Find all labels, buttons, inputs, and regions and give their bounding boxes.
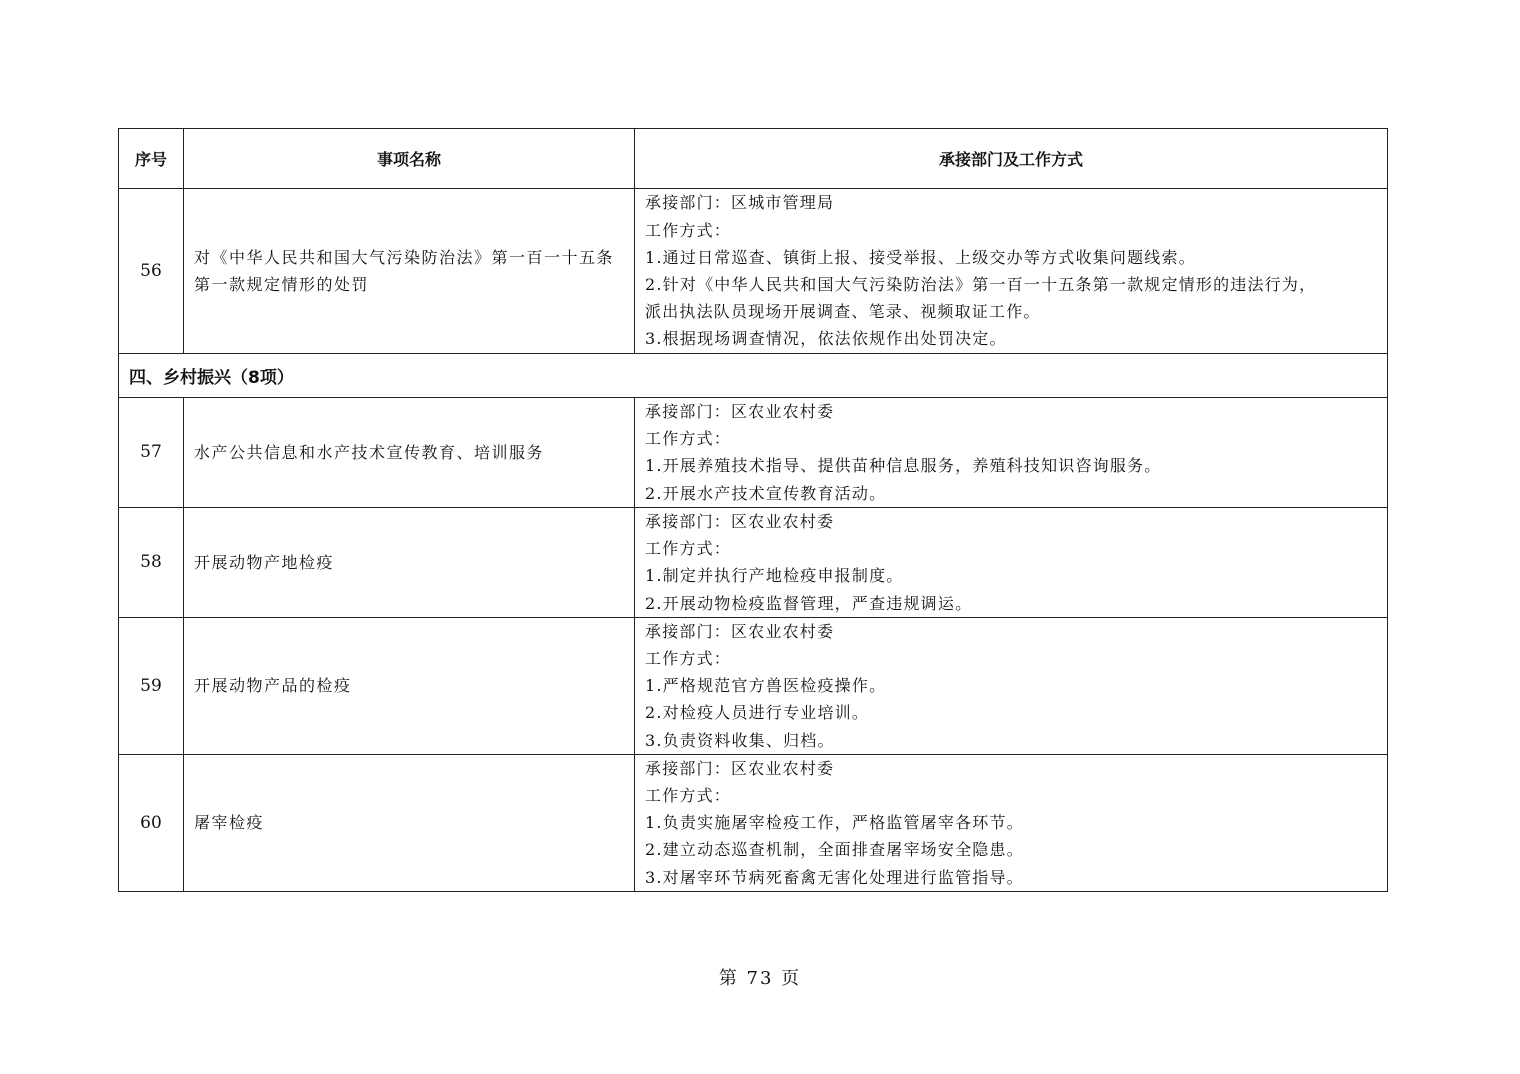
method-line: 2.针对《中华人民共和国大气污染防治法》第一百一十五条第一款规定情形的违法行为， [645, 275, 1317, 294]
row-method [635, 617, 1388, 754]
method-line: 工作方式： [645, 786, 732, 806]
row-item-name: 开展动物产地检疫 [184, 507, 635, 617]
row-index: 58 [119, 507, 184, 617]
method-line: 1.严格规范官方兽医检疫操作。 [645, 676, 887, 696]
matters-table [118, 128, 1388, 892]
section-row [119, 354, 1388, 398]
method-line: 2.建立动态巡查机制，全面排查屠宰场安全隐患。 [645, 840, 1024, 860]
method-line: 承接部门：区农业农村委 [645, 402, 835, 421]
row-index: 59 [119, 617, 184, 754]
row-index: 60 [119, 754, 184, 891]
method-line: 1.开展养殖技术指导、提供苗种信息服务，养殖科技知识咨询服务。 [645, 456, 1162, 476]
table-row [119, 754, 1388, 891]
section-title: 四、乡村振兴（8项） [119, 354, 1388, 398]
method-line: 3.负责资料收集、归档。 [645, 730, 835, 750]
method-line: 工作方式： [645, 429, 732, 449]
method-line: 1.通过日常巡查、镇街上报、接受举报、上级交办等方式收集问题线索。 [645, 247, 1196, 267]
method-line: 工作方式： [645, 649, 732, 669]
method-line: 1.制定并执行产地检疫申报制度。 [645, 566, 904, 586]
table-row [119, 617, 1388, 754]
method-line: 承接部门：区农业农村委 [645, 758, 835, 778]
row-method [635, 754, 1388, 891]
row-item-name: 水产公共信息和水产技术宣传教育、培训服务 [184, 398, 635, 508]
header-item-name: 事项名称 [184, 129, 635, 189]
method-line: 承接部门：区农业农村委 [645, 621, 835, 641]
method-line: 工作方式： [645, 539, 732, 559]
row-method [635, 189, 1388, 354]
table-row [119, 189, 1388, 354]
method-line: 承接部门：区农业农村委 [645, 511, 835, 531]
row-index: 56 [119, 189, 184, 354]
row-method [635, 507, 1388, 617]
table-row [119, 398, 1388, 508]
method-line: 2.对检疫人员进行专业培训。 [645, 703, 870, 723]
table-row [119, 507, 1388, 617]
table-header-row [119, 129, 1388, 189]
row-item-name: 开展动物产品的检疫 [184, 617, 635, 754]
method-line: 2.开展动物检疫监督管理，严查违规调运。 [645, 593, 973, 613]
method-line: 3.对屠宰环节病死畜禽无害化处理进行监管指导。 [645, 867, 1024, 887]
method-line: 派出执法队员现场开展调查、笔录、视频取证工作。 [645, 302, 1041, 322]
header-index: 序号 [119, 129, 184, 189]
method-line: 工作方式： [645, 220, 732, 240]
method-line: 1.负责实施屠宰检疫工作，严格监管屠宰各环节。 [645, 813, 1024, 833]
row-method [635, 398, 1388, 508]
row-item-name: 对《中华人民共和国大气污染防治法》第一百一十五条第一款规定情形的处罚 [184, 189, 635, 354]
method-line: 2.开展水产技术宣传教育活动。 [645, 483, 887, 503]
row-item-name: 屠宰检疫 [184, 754, 635, 891]
method-line: 承接部门：区城市管理局 [645, 193, 835, 213]
row-index: 57 [119, 398, 184, 508]
header-department-method: 承接部门及工作方式 [635, 129, 1388, 189]
page-number: 第 73 页 [718, 968, 802, 989]
method-line: 3.根据现场调查情况，依法依规作出处罚决定。 [645, 329, 1007, 349]
